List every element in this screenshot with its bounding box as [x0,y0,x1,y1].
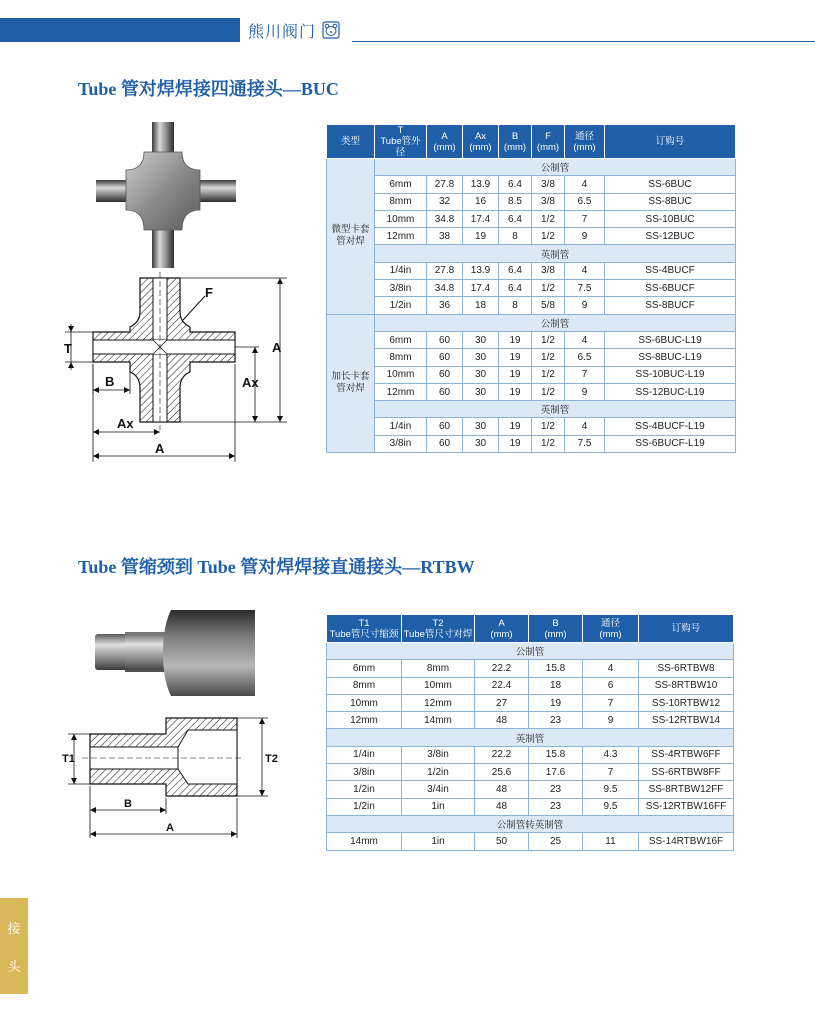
table-row [327,176,736,193]
header-line: (mm) [599,628,622,640]
table-cell: 50 [475,833,529,850]
dim-label-b2: B [124,798,132,810]
table-cell: 4.3 [583,746,639,763]
table-subheader-row [327,159,736,176]
dim-label-a: A [155,441,165,456]
order-number-cell: SS-8BUC [605,193,736,210]
order-number-cell: SS-8BUCF [605,297,736,314]
order-number-cell: SS-10BUC [605,210,736,227]
table-cell: 30 [463,383,499,400]
table-cell: 7 [565,210,605,227]
table-row [327,712,734,729]
table-cell: 4 [565,262,605,279]
table-cell: 4 [565,418,605,435]
table-row [327,280,736,297]
table-cell: 6mm [327,660,402,677]
table-cell: 16 [463,193,499,210]
buc-spec-table [326,124,736,453]
table-subheader-row [327,643,734,660]
type-line: 管对焊 [336,236,365,248]
header-line: 通径 [574,130,594,142]
header-line: 通径 [600,617,620,629]
header-line: B [552,617,559,629]
bear-logo-icon [322,21,340,39]
dim-label-ax-vertical: Ax [242,375,259,390]
table-header-cell [327,615,402,643]
table-cell: 48 [475,712,529,729]
table-cell: 48 [475,798,529,815]
table-cell: 9 [565,228,605,245]
table-cell: 1/4in [375,262,427,279]
table-row [327,349,736,366]
table-cell: 60 [427,349,463,366]
dim-label-t2: T2 [265,753,278,765]
table-cell: 8 [499,228,532,245]
type-line: 微型卡套 [331,224,370,236]
table-cell: 9 [583,712,639,729]
table-cell: 9.5 [583,781,639,798]
table-cell: 3/8 [532,176,565,193]
header-line: B [511,130,519,142]
table-row [327,418,736,435]
table-row [327,297,736,314]
order-number-cell: SS-8RTBW10 [639,677,734,694]
table-cell: 1/2 [532,210,565,227]
table-cell: 18 [529,677,583,694]
table-row [327,193,736,210]
table-cell: 1in [402,833,475,850]
category-side-tab [0,898,28,994]
table-cell: 25.6 [475,764,529,781]
header-rule [352,41,815,42]
table-row [327,694,734,711]
header-line: (mm) [490,628,513,640]
table-header-cell [327,125,375,159]
order-number-cell: SS-8BUC-L19 [605,349,736,366]
table-cell: 17.6 [529,764,583,781]
table-row [327,331,736,348]
table-cell: 13.9 [463,262,499,279]
table-cell: 32 [427,193,463,210]
brand [248,18,340,42]
table-cell: 30 [463,331,499,348]
table-cell: 1/2in [375,297,427,314]
dim-label-a2: A [166,822,174,834]
table-cell: 30 [463,435,499,452]
table-cell: 1/2in [327,798,402,815]
table-header-cell [475,615,529,643]
table-cell: 8 [499,297,532,314]
table-cell: 48 [475,781,529,798]
header-line: A [498,617,505,629]
table-cell: 1/2 [532,366,565,383]
table-cell: 6mm [375,331,427,348]
table-cell: 17.4 [463,280,499,297]
table-cell: 23 [529,781,583,798]
table-cell: 4 [583,660,639,677]
table-cell: 27.8 [427,262,463,279]
table-cell: 30 [463,418,499,435]
table-cell: 38 [427,228,463,245]
table-cell: 1in [402,798,475,815]
table-cell: 10mm [402,677,475,694]
table-cell: 22.2 [475,660,529,677]
table-cell: 6.4 [499,176,532,193]
header-line: (mm) [433,141,456,153]
table-cell: 13.9 [463,176,499,193]
section1-title: Tube 管对焊焊接四通接头—BUC [78,79,339,99]
table-subheader-row [327,729,734,746]
table-cell: 22.2 [475,746,529,763]
order-number-cell: SS-6BUCF-L19 [605,435,736,452]
table-cell: 60 [427,435,463,452]
order-number-cell: SS-6BUCF [605,280,736,297]
table-header-cell [402,615,475,643]
table-cell: 1/2 [532,331,565,348]
header-line: Tube管外径 [380,136,421,158]
table-cell: 18 [463,297,499,314]
table-cell: 3/8 [532,193,565,210]
table-cell: 6.4 [499,210,532,227]
table-cell: 6.4 [499,262,532,279]
table-header-cell [499,125,532,159]
table-cell: 12mm [327,712,402,729]
table-cell: 60 [427,366,463,383]
order-number-cell: SS-4RTBW6FF [639,746,734,763]
header-line: 订购号 [655,136,685,147]
section2-title: Tube 管缩颈到 Tube 管对焊焊接直通接头—RTBW [78,557,475,577]
table-cell: 8.5 [499,193,532,210]
table-cell: 14mm [402,712,475,729]
order-number-cell: SS-12BUC [605,228,736,245]
table-cell: 10mm [327,694,402,711]
brand-name: 熊川阀门 [248,21,317,41]
header-line: (mm) [503,141,527,153]
subsection-label: 公制管 [327,643,734,660]
table-cell: 23 [529,712,583,729]
table-cell: 1/2in [402,764,475,781]
header-line: 类型 [340,136,360,147]
table-cell: 19 [529,694,583,711]
header-line: Ax [474,130,487,142]
table-cell: 60 [427,418,463,435]
header-line: (mm) [573,141,596,153]
table-header-cell [565,125,605,159]
dim-label-f: F [205,285,213,300]
dim-label-ax: Ax [117,416,134,431]
table-row [327,764,734,781]
table-cell: 7 [583,764,639,781]
dim-label-b: B [105,374,115,389]
table-row [327,781,734,798]
table-header-cell [463,125,499,159]
table-cell: 23 [529,798,583,815]
brand-stripes-icon [206,18,246,42]
table-header-cell [529,615,583,643]
type-cell [327,314,375,452]
table-cell: 17.4 [463,210,499,227]
table-header-cell [639,615,734,643]
table-cell: 3/8in [402,746,475,763]
table-cell: 9.5 [583,798,639,815]
subsection-label: 公制管转英制管 [327,815,734,832]
header-line: T2 [432,617,444,629]
table-cell: 60 [427,331,463,348]
table-cell: 1/2 [532,383,565,400]
table-cell: 6.5 [565,349,605,366]
subsection-label: 英制管 [327,729,734,746]
table-cell: 5/8 [532,297,565,314]
header-line: 订购号 [671,623,701,634]
order-number-cell: SS-12RTBW16FF [639,798,734,815]
table-cell: 34.8 [427,280,463,297]
table-row [327,677,734,694]
type-line: 加长卡套 [331,371,370,383]
table-cell: 11 [583,833,639,850]
order-number-cell: SS-12RTBW14 [639,712,734,729]
table-cell: 34.8 [427,210,463,227]
table-cell: 19 [499,435,532,452]
table-subheader-row [327,401,736,418]
side-tab-char-1: 接 [7,921,21,937]
table-row [327,435,736,452]
table-subheader-row [327,314,736,331]
table-cell: 8mm [375,349,427,366]
table-cell: 6.5 [565,193,605,210]
header-line: A [441,130,448,142]
table-cell: 19 [499,418,532,435]
order-number-cell: SS-8RTBW12FF [639,781,734,798]
table-header-cell [605,125,736,159]
side-tab-char-2: 头 [7,959,21,975]
order-number-cell: SS-6RTBW8 [639,660,734,677]
order-number-cell: SS-10BUC-L19 [605,366,736,383]
table-cell: 8mm [402,660,475,677]
table-cell: 3/8 [532,262,565,279]
table-header-cell [427,125,463,159]
table-row [327,746,734,763]
order-number-cell: SS-12BUC-L19 [605,383,736,400]
table-cell: 12mm [402,694,475,711]
table-cell: 12mm [375,383,427,400]
table-cell: 15.8 [529,746,583,763]
header-line: Tube管尺寸缩颈 [329,628,399,640]
dim-label-t1: T1 [62,753,75,765]
order-number-cell: SS-6RTBW8FF [639,764,734,781]
table-cell: 27.8 [427,176,463,193]
table-header-cell [532,125,565,159]
subsection-label: 英制管 [375,401,736,418]
table-cell: 25 [529,833,583,850]
table-cell: 3/4in [402,781,475,798]
table-cell: 19 [499,331,532,348]
table-cell: 36 [427,297,463,314]
cross-fitting-photo [96,122,236,268]
table-cell: 19 [499,349,532,366]
table-cell: 7.5 [565,280,605,297]
table-cell: 8mm [375,193,427,210]
table-cell: 19 [499,366,532,383]
header-line: F [545,130,551,142]
reducer-fitting-photo [95,610,255,696]
table-cell: 1/4in [327,746,402,763]
table-cell: 19 [499,383,532,400]
header-line: T1 [358,617,370,629]
table-cell: 30 [463,366,499,383]
table-row [327,798,734,815]
reducer-fitting-drawing [62,714,302,838]
table-row [327,660,734,677]
table-cell: 10mm [375,210,427,227]
table-cell: 1/2 [532,435,565,452]
table-cell: 4 [565,176,605,193]
subsection-label: 公制管 [375,314,736,331]
order-number-cell: SS-4BUCF [605,262,736,279]
table-cell: 1/2 [532,418,565,435]
table-cell: 19 [463,228,499,245]
table-header-cell [583,615,639,643]
type-line: 管对焊 [336,383,365,395]
type-cell [327,159,375,315]
table-cell: 10mm [375,366,427,383]
table-cell: 22.4 [475,677,529,694]
table-row [327,383,736,400]
table-row [327,833,734,850]
table-cell: 3/8in [327,764,402,781]
table-cell: 4 [565,331,605,348]
table-cell: 1/2in [327,781,402,798]
subsection-label: 英制管 [375,245,736,262]
table-cell: 27 [475,694,529,711]
header-line: (mm) [536,141,560,153]
table-header-cell [375,125,427,159]
table-cell: 12mm [375,228,427,245]
cross-fitting-drawing [55,272,295,464]
table-cell: 7 [583,694,639,711]
table-cell: 6mm [375,176,427,193]
table-cell: 3/8in [375,435,427,452]
table-cell: 8mm [327,677,402,694]
subsection-label: 公制管 [375,159,736,176]
table-cell: 1/2 [532,228,565,245]
table-cell: 1/2 [532,349,565,366]
header-bar [0,18,240,42]
table-cell: 7 [565,366,605,383]
table-cell: 1/4in [375,418,427,435]
table-row [327,262,736,279]
header-line: (mm) [469,141,492,153]
order-number-cell: SS-6BUC [605,176,736,193]
table-subheader-row [327,245,736,262]
table-cell: 60 [427,383,463,400]
dim-label-a-vertical: A [272,340,282,355]
table-cell: 15.8 [529,660,583,677]
header-line: T [397,125,404,136]
table-subheader-row [327,815,734,832]
table-cell: 7.5 [565,435,605,452]
table-cell: 6 [583,677,639,694]
order-number-cell: SS-14RTBW16F [639,833,734,850]
rtbw-spec-table [326,614,734,851]
table-cell: 6.4 [499,280,532,297]
table-cell: 9 [565,297,605,314]
table-cell: 1/2 [532,280,565,297]
table-cell: 14mm [327,833,402,850]
order-number-cell: SS-4BUCF-L19 [605,418,736,435]
table-row [327,366,736,383]
order-number-cell: SS-6BUC-L19 [605,331,736,348]
dim-label-t: T [64,341,72,356]
table-cell: 3/8in [375,280,427,297]
order-number-cell: SS-10RTBW12 [639,694,734,711]
header-line: (mm) [544,628,567,640]
header-line: Tube管尺寸对焊 [403,628,473,640]
table-row [327,228,736,245]
table-cell: 30 [463,349,499,366]
table-cell: 9 [565,383,605,400]
table-row [327,210,736,227]
